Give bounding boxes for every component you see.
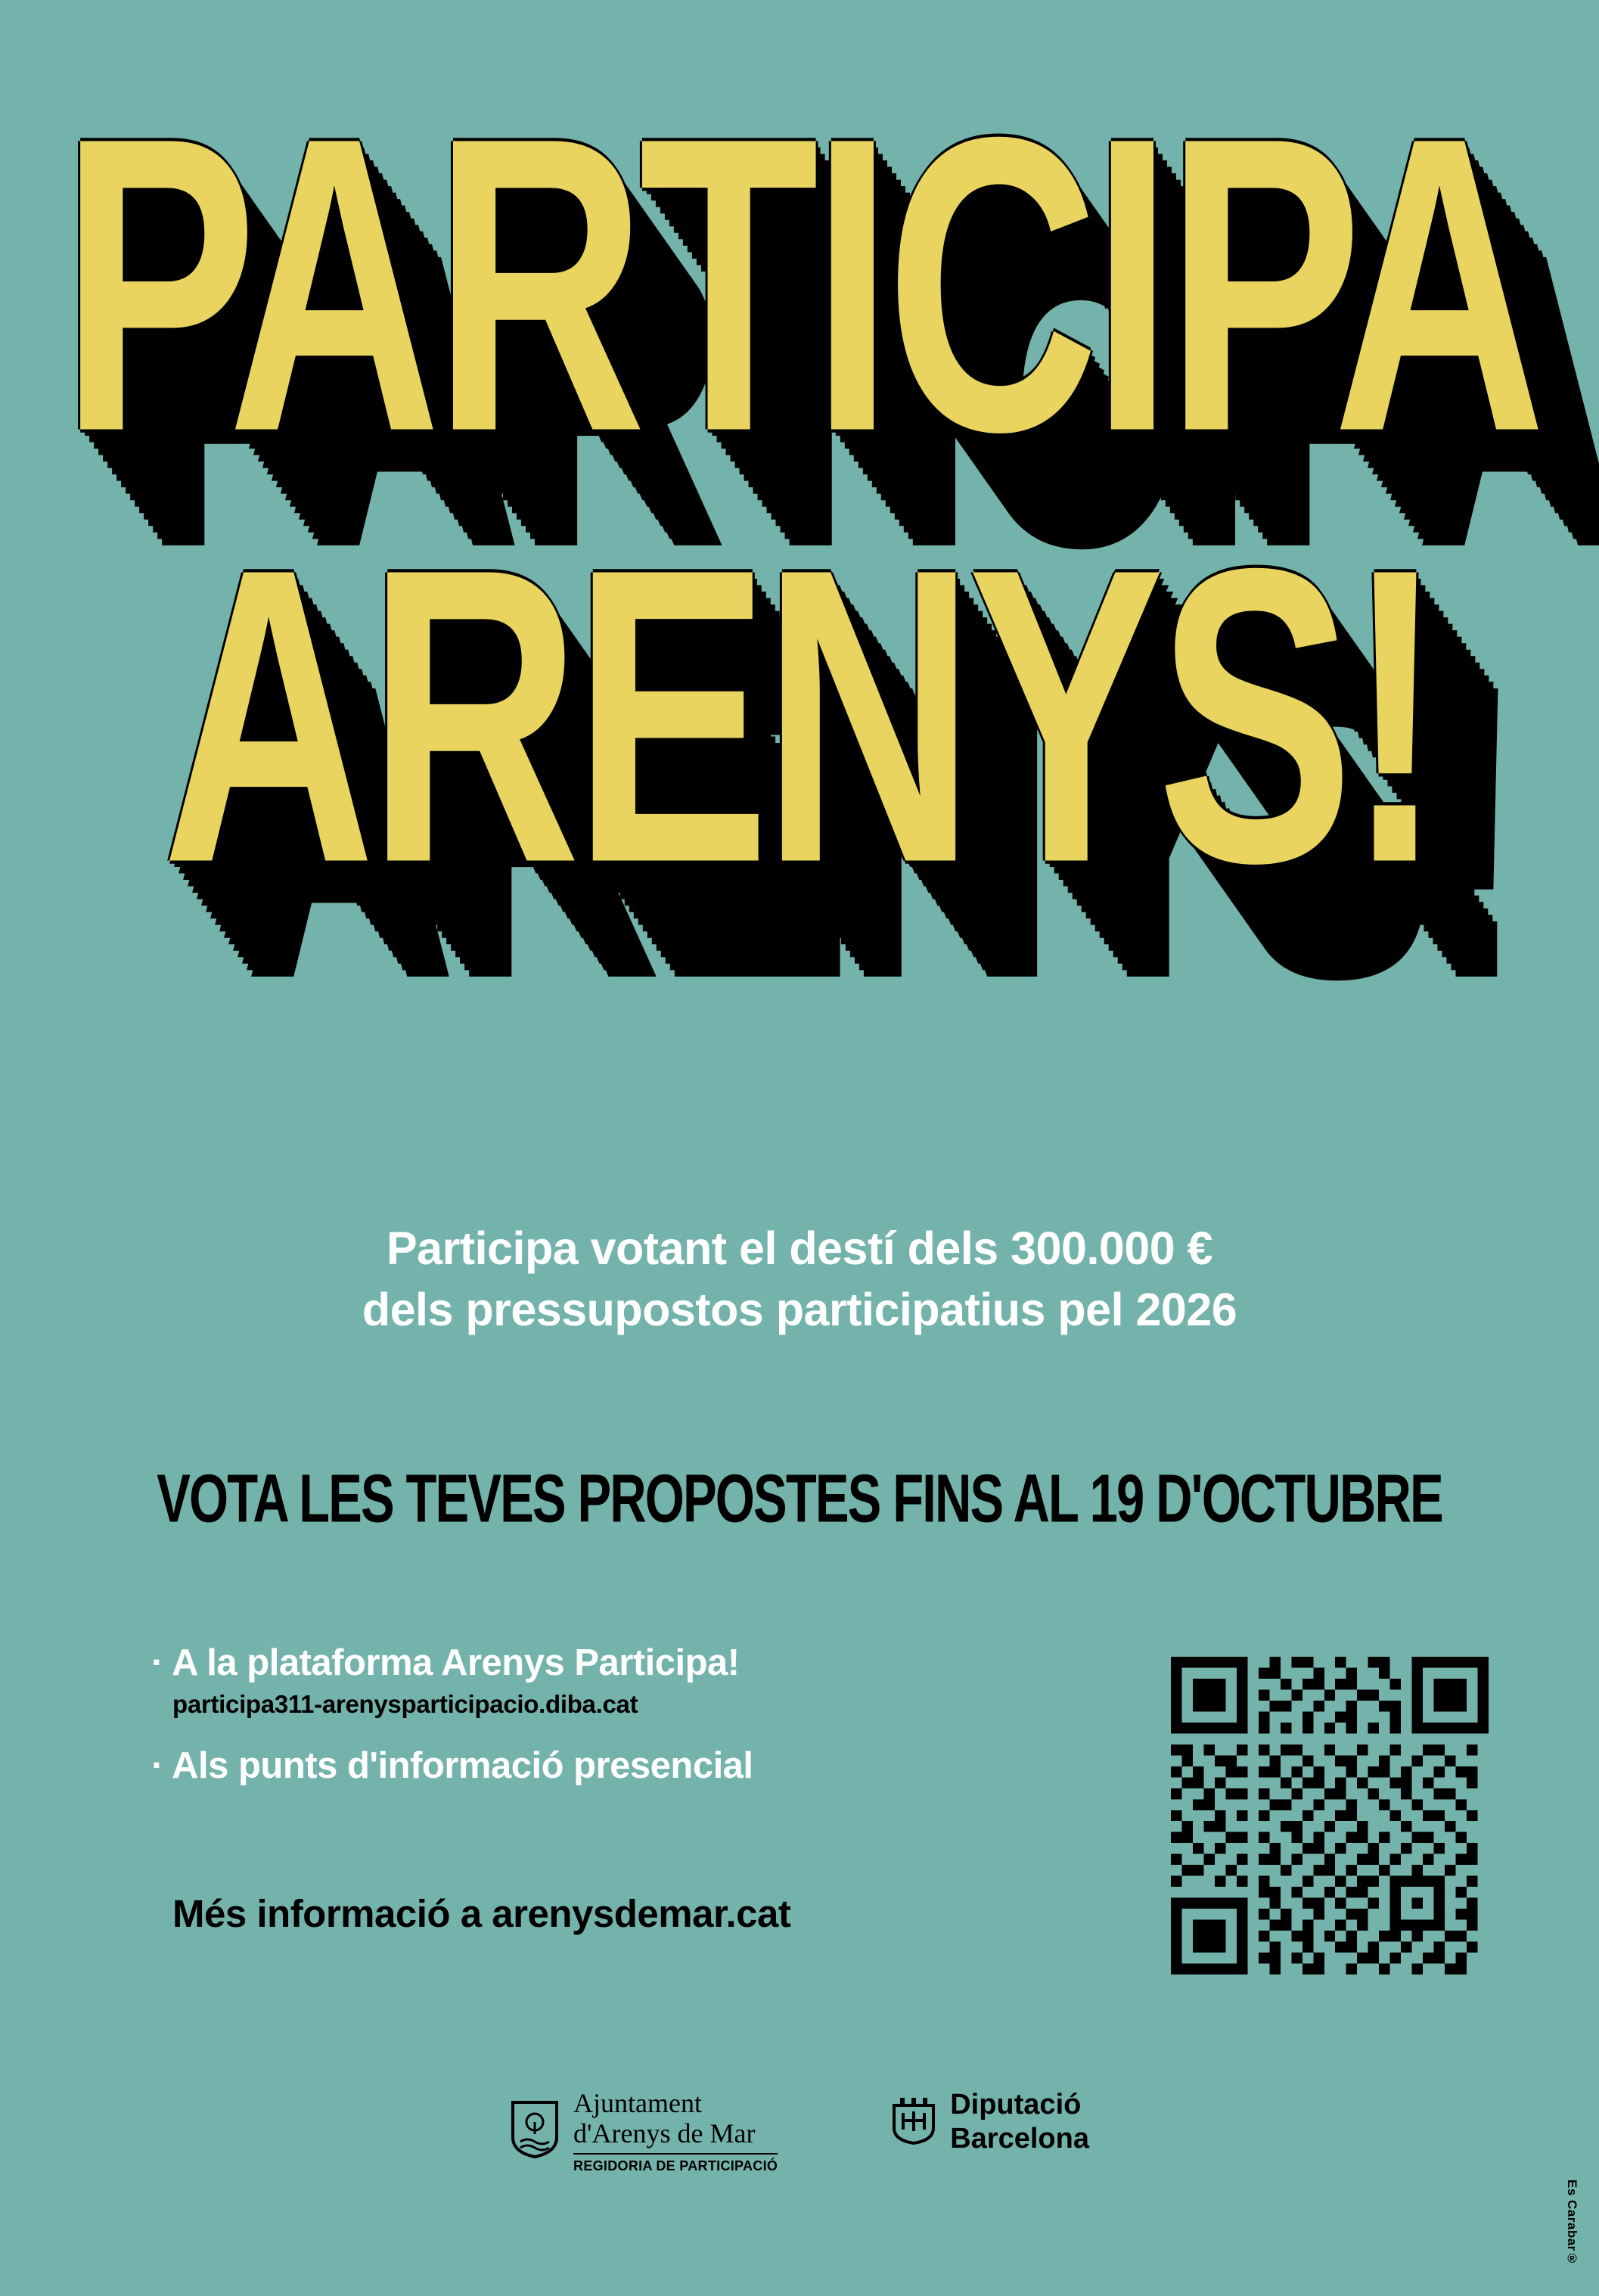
headline-line-1: PARTICIPA	[61, 50, 1538, 519]
diputacio-logo	[891, 2088, 1089, 2156]
subhead-block	[0, 1218, 1599, 1340]
diputacio-crest-icon	[891, 2095, 936, 2148]
ajuntament-subtitle: REGIDORIA DE PARTICIPACIÓ	[573, 2153, 778, 2174]
footer-logos	[0, 2088, 1599, 2174]
qr-code[interactable]	[1171, 1657, 1489, 1974]
ajuntament-line-2: d'Arenys de Mar	[573, 2118, 756, 2149]
diputacio-line-1: Diputació	[950, 2089, 1082, 2120]
info-item-platform: · A la plataforma Arenys Participa!	[151, 1642, 740, 1683]
deadline-text: VOTA LES TEVES PROPOSTES FINS AL 19 D'OCTUBRE	[157, 1461, 1442, 1537]
ajuntament-text	[573, 2088, 778, 2174]
headline-line-2: ARENYS!	[162, 481, 1437, 950]
ajuntament-crest-icon	[510, 2099, 560, 2162]
ajuntament-line-1: Ajuntament	[573, 2088, 702, 2118]
more-info-text[interactable]: Més informació a arenysdemar.cat	[172, 1892, 791, 1935]
platform-url[interactable]: participa311-arenysparticipacio.diba.cat	[172, 1690, 638, 1718]
subhead-line-1: Participa votant el destí dels 300.000 €	[386, 1223, 1213, 1274]
ajuntament-logo	[510, 2088, 778, 2174]
subhead-line-2: dels pressupostos participatius pel 2026	[362, 1283, 1237, 1335]
designer-credit: Es Carabar®	[1565, 2179, 1579, 2266]
info-block	[151, 1642, 1097, 1787]
info-item-presencial: · Als punts d'informació presencial	[151, 1745, 753, 1786]
diputacio-text	[950, 2088, 1089, 2156]
diputacio-line-2: Barcelona	[950, 2122, 1089, 2155]
headline-block	[0, 50, 1599, 1188]
